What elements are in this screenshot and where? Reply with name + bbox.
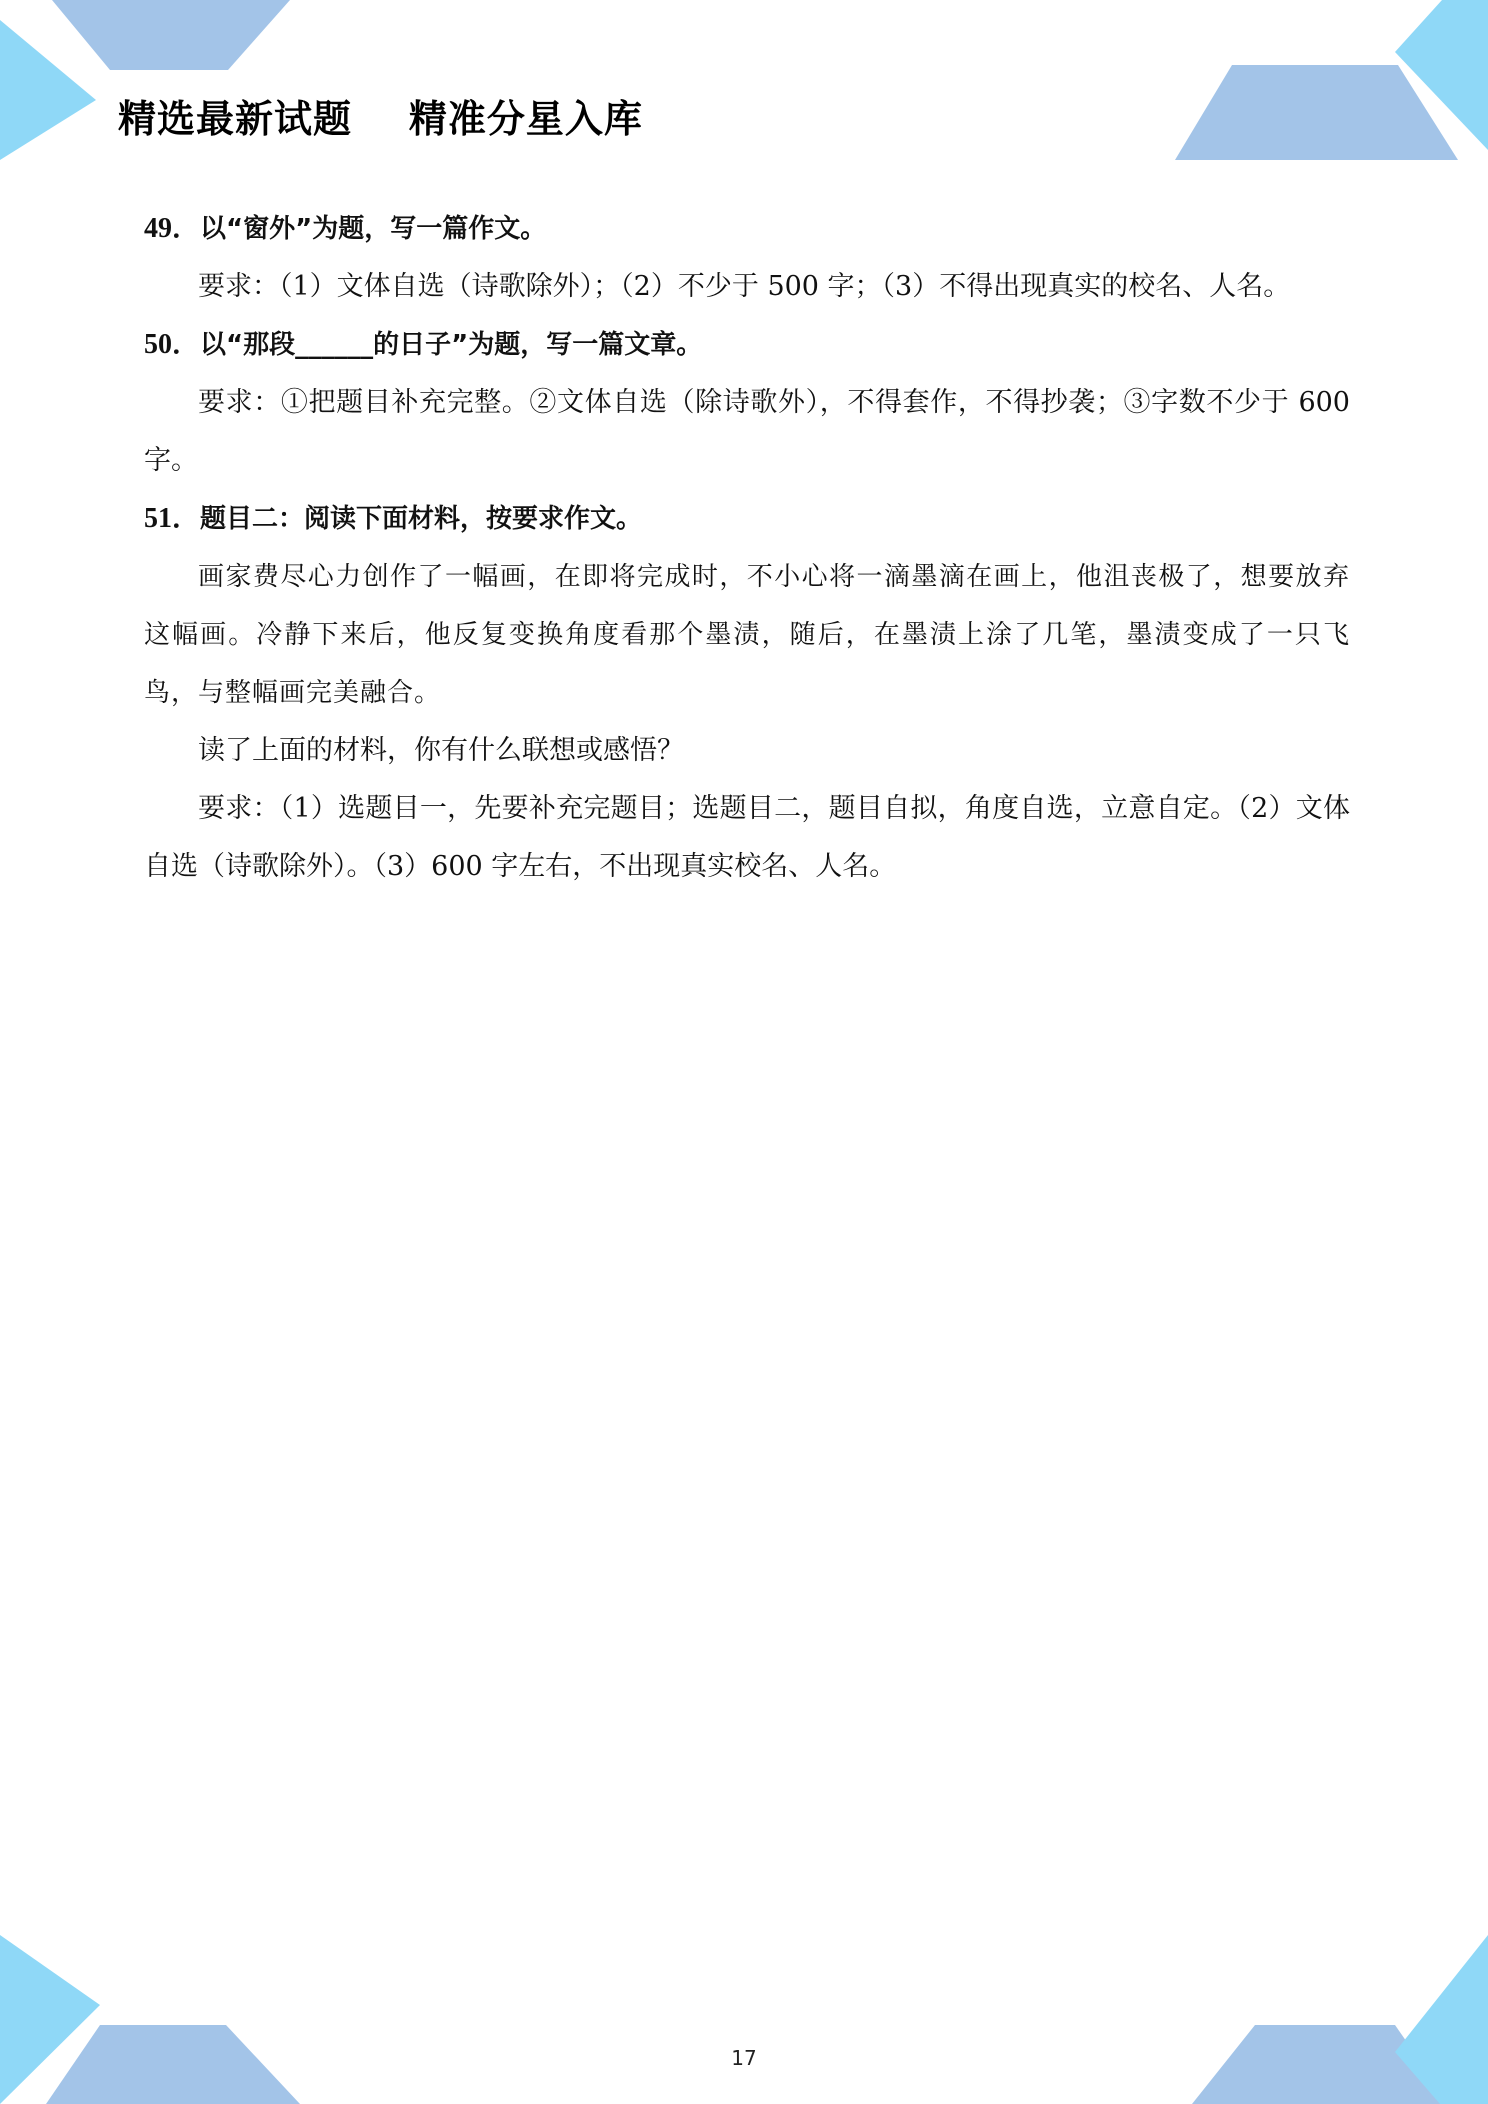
question-number: 51． [144,503,201,534]
question-title-start: 以“那段 [200,330,296,360]
page-number: 17 [731,2046,757,2070]
question-50-requirements: 要求：①把题目补充完整。②文体自选（除诗歌外），不得套作，不得抄袭；③字数不少于 600 字。 [144,387,1350,476]
question-title-end: 的日子”为题，写一篇文章。 [373,330,703,360]
question-51-heading [144,490,1350,548]
question-51-prompt: 读了上面的材料，你有什么联想或感悟？ [198,735,684,766]
top-right-trapezoid [1175,65,1458,160]
question-49-requirements: 要求：（1）文体自选（诗歌除外）；（2）不少于 500 字；（3）不得出现真实的校名、人名。 [198,271,1291,302]
top-left-trapezoid [52,0,290,70]
top-left-triangle [0,20,96,160]
question-number: 50． [144,329,201,360]
question-51-requirements: 要求：（1）选题目一，先要补充完题目；选题目二，题目自拟，角度自选，立意自定。（2）文体自选（诗歌除外）。（3）600 字左右，不出现真实校名、人名。 [144,793,1350,882]
question-51-material: 画家费尽心力创作了一幅画，在即将完成时，不小心将一滴墨滴在画上，他沮丧极了，想要放弃这幅画。冷静下来后，他反复变换角度看那个墨渍，随后，在墨渍上涂了几笔，墨渍变成了一只飞鸟，与整幅画完美融合。 [144,562,1350,708]
question-title: 题目二：阅读下面材料，按要求作文。 [200,504,643,534]
question-50-heading [144,316,1350,374]
question-49-heading [144,200,1350,258]
document-body [144,200,1350,896]
fill-in-blank: ______ [295,330,374,360]
question-number: 49． [144,213,201,244]
question-title: 以“窗外”为题，写一篇作文。 [200,214,547,244]
header-title: 精选最新试题 精准分星入库 [118,97,643,141]
